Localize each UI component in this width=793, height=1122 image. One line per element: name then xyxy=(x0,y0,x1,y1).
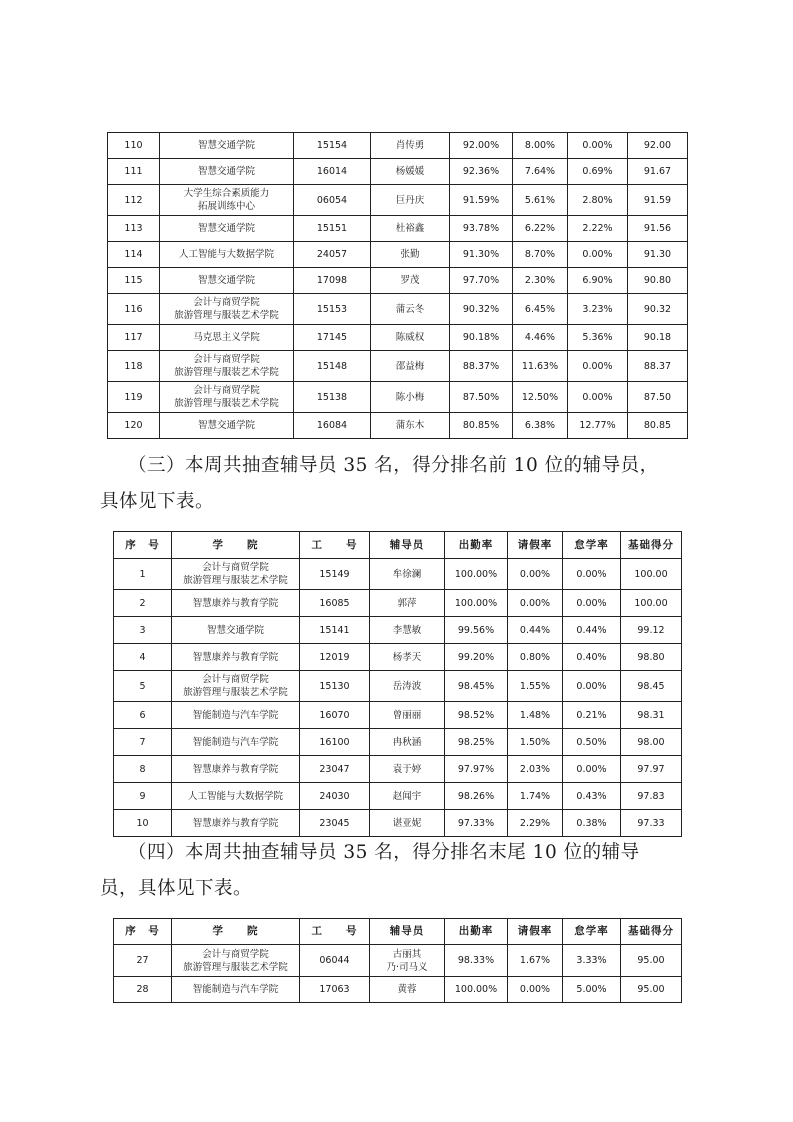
cell-score: 80.85 xyxy=(628,413,688,439)
cell-no: 8 xyxy=(114,756,172,783)
cell-absent: 0.21% xyxy=(563,702,621,729)
cell-no: 119 xyxy=(108,382,160,413)
cell-score: 99.12 xyxy=(621,617,682,644)
cell-absent: 0.00% xyxy=(563,756,621,783)
cell-attend: 93.78% xyxy=(450,216,513,242)
table-row xyxy=(114,590,682,617)
cell-college xyxy=(172,644,300,671)
ranking-table-continued xyxy=(107,132,688,439)
header-no: 序 号 xyxy=(114,919,172,945)
cell-leave: 0.80% xyxy=(508,644,563,671)
cell-leave: 1.67% xyxy=(508,945,563,977)
cell-absent: 0.40% xyxy=(563,644,621,671)
cell-name: 牟徐澜 xyxy=(370,559,445,590)
cell-id: 16084 xyxy=(294,413,371,439)
cell-attend: 87.50% xyxy=(450,382,513,413)
cell-college xyxy=(172,756,300,783)
cell-id: 23047 xyxy=(300,756,370,783)
cell-name: 袁于婷 xyxy=(370,756,445,783)
cell-college-line: 智慧交通学院 xyxy=(197,166,255,177)
cell-id: 17063 xyxy=(300,977,370,1003)
header-score: 基础得分 xyxy=(621,532,682,559)
cell-id: 24030 xyxy=(300,783,370,810)
cell-no: 3 xyxy=(114,617,172,644)
cell-attend: 99.56% xyxy=(445,617,508,644)
cell-college-line: 智慧交通学院 xyxy=(197,420,255,431)
cell-name: 杨孝天 xyxy=(370,644,445,671)
cell-id: 16085 xyxy=(300,590,370,617)
cell-college xyxy=(160,413,294,439)
cell-attend: 91.30% xyxy=(450,242,513,268)
cell-college xyxy=(160,294,294,325)
header-college: 学 院 xyxy=(172,532,300,559)
cell-score: 97.97 xyxy=(621,756,682,783)
cell-score: 90.18 xyxy=(628,325,688,351)
cell-no: 115 xyxy=(108,268,160,294)
header-name: 辅导员 xyxy=(370,919,445,945)
cell-college xyxy=(160,351,294,382)
cell-attend: 99.20% xyxy=(445,644,508,671)
cell-score: 87.50 xyxy=(628,382,688,413)
cell-absent: 6.90% xyxy=(568,268,628,294)
cell-college xyxy=(160,382,294,413)
section-four-paragraph xyxy=(100,835,700,907)
cell-score: 98.80 xyxy=(621,644,682,671)
table-row xyxy=(108,216,688,242)
cell-absent: 0.00% xyxy=(568,133,628,159)
header-absent: 怠学率 xyxy=(563,919,621,945)
cell-id: 17145 xyxy=(294,325,371,351)
cell-absent: 0.00% xyxy=(563,590,621,617)
cell-no: 28 xyxy=(114,977,172,1003)
cell-id: 16014 xyxy=(294,159,371,185)
cell-no: 4 xyxy=(114,644,172,671)
section-four-line1: （四）本周共抽查辅导员 35 名，得分排名末尾 10 位的辅导 xyxy=(128,842,640,863)
cell-college xyxy=(172,783,300,810)
cell-absent: 0.43% xyxy=(563,783,621,810)
cell-no: 118 xyxy=(108,351,160,382)
cell-id: 17098 xyxy=(294,268,371,294)
cell-score: 90.32 xyxy=(628,294,688,325)
cell-name xyxy=(370,945,445,977)
cell-name: 蒲云冬 xyxy=(371,294,450,325)
cell-absent: 3.33% xyxy=(563,945,621,977)
cell-name-line: 古丽其 xyxy=(392,948,422,960)
cell-score: 97.83 xyxy=(621,783,682,810)
header-absent: 怠学率 xyxy=(563,532,621,559)
top-ten-header-row xyxy=(114,532,682,559)
cell-leave: 6.38% xyxy=(513,413,568,439)
cell-college-line: 智慧康养与教育学院 xyxy=(192,651,279,663)
cell-leave: 12.50% xyxy=(513,382,568,413)
cell-leave: 0.00% xyxy=(508,590,563,617)
cell-leave: 0.00% xyxy=(508,977,563,1003)
cell-attend: 97.97% xyxy=(445,756,508,783)
table-row xyxy=(114,810,682,837)
cell-name: 赵闻宇 xyxy=(370,783,445,810)
cell-id: 23045 xyxy=(300,810,370,837)
cell-attend: 100.00% xyxy=(445,977,508,1003)
cell-no: 114 xyxy=(108,242,160,268)
cell-score: 91.30 xyxy=(628,242,688,268)
cell-leave: 7.64% xyxy=(513,159,568,185)
cell-absent: 0.69% xyxy=(568,159,628,185)
cell-absent: 5.00% xyxy=(563,977,621,1003)
bottom-ten-header-row xyxy=(114,919,682,945)
cell-leave: 1.48% xyxy=(508,702,563,729)
ranking-table-body xyxy=(108,133,688,439)
header-college: 学 院 xyxy=(172,919,300,945)
cell-name: 冉秋涵 xyxy=(370,729,445,756)
cell-college xyxy=(160,185,294,216)
cell-leave: 5.61% xyxy=(513,185,568,216)
cell-id: 16070 xyxy=(300,702,370,729)
cell-no: 7 xyxy=(114,729,172,756)
cell-name: 杨媛媛 xyxy=(371,159,450,185)
table-row xyxy=(108,242,688,268)
cell-id: 15138 xyxy=(294,382,371,413)
cell-id: 15141 xyxy=(300,617,370,644)
table-row xyxy=(108,159,688,185)
cell-score: 98.31 xyxy=(621,702,682,729)
cell-id: 12019 xyxy=(300,644,370,671)
cell-college xyxy=(172,559,300,590)
table-row xyxy=(108,294,688,325)
cell-no: 9 xyxy=(114,783,172,810)
cell-leave: 0.44% xyxy=(508,617,563,644)
section-three-line2: 具体见下表。 xyxy=(100,491,215,512)
cell-college xyxy=(172,702,300,729)
cell-name: 谌亚妮 xyxy=(370,810,445,837)
cell-absent: 3.23% xyxy=(568,294,628,325)
table-row xyxy=(108,382,688,413)
cell-no: 110 xyxy=(108,133,160,159)
cell-college xyxy=(160,216,294,242)
cell-college-line: 会计与商贸学院 xyxy=(202,948,269,960)
cell-score: 100.00 xyxy=(621,590,682,617)
cell-college xyxy=(172,977,300,1003)
cell-name: 陈威权 xyxy=(371,325,450,351)
cell-college xyxy=(160,325,294,351)
cell-college-line: 拓展训练中心 xyxy=(197,201,255,212)
cell-absent: 0.44% xyxy=(563,617,621,644)
cell-id: 06054 xyxy=(294,185,371,216)
table-row xyxy=(108,185,688,216)
cell-name: 巨丹庆 xyxy=(371,185,450,216)
cell-no: 6 xyxy=(114,702,172,729)
cell-college xyxy=(172,729,300,756)
cell-college xyxy=(160,159,294,185)
cell-attend: 98.26% xyxy=(445,783,508,810)
cell-leave: 8.70% xyxy=(513,242,568,268)
table-row xyxy=(114,617,682,644)
cell-college-line: 智慧康养与教育学院 xyxy=(192,763,279,775)
cell-college-line: 人工智能与大数据学院 xyxy=(187,790,283,802)
table-row xyxy=(114,644,682,671)
cell-score: 88.37 xyxy=(628,351,688,382)
cell-leave: 1.74% xyxy=(508,783,563,810)
cell-attend: 97.33% xyxy=(445,810,508,837)
table-row xyxy=(114,783,682,810)
cell-attend: 97.70% xyxy=(450,268,513,294)
header-id: 工 号 xyxy=(300,919,370,945)
header-no: 序 号 xyxy=(114,532,172,559)
cell-attend: 92.00% xyxy=(450,133,513,159)
cell-college-line: 智慧交通学院 xyxy=(197,275,255,286)
cell-name: 蒲东木 xyxy=(371,413,450,439)
cell-score: 95.00 xyxy=(621,945,682,977)
cell-id: 06044 xyxy=(300,945,370,977)
cell-college-line: 会计与商贸学院 xyxy=(193,297,260,308)
cell-attend: 98.52% xyxy=(445,702,508,729)
cell-leave: 11.63% xyxy=(513,351,568,382)
cell-absent: 2.22% xyxy=(568,216,628,242)
table-row xyxy=(108,325,688,351)
cell-attend: 100.00% xyxy=(445,590,508,617)
cell-college-line: 智慧交通学院 xyxy=(197,140,255,151)
cell-name: 李慧敏 xyxy=(370,617,445,644)
header-attend: 出勤率 xyxy=(445,532,508,559)
cell-college-line: 智慧康养与教育学院 xyxy=(192,817,279,829)
cell-college-line: 会计与商贸学院 xyxy=(202,562,269,573)
cell-attend: 98.25% xyxy=(445,729,508,756)
cell-attend: 92.36% xyxy=(450,159,513,185)
cell-college-line: 旅游管理与服装艺术学院 xyxy=(183,575,288,586)
cell-attend: 100.00% xyxy=(445,559,508,590)
cell-score: 90.80 xyxy=(628,268,688,294)
cell-name: 邵益梅 xyxy=(371,351,450,382)
cell-leave: 2.29% xyxy=(508,810,563,837)
table-row xyxy=(108,413,688,439)
cell-id: 16100 xyxy=(300,729,370,756)
header-leave: 请假率 xyxy=(508,919,563,945)
cell-score: 95.00 xyxy=(621,977,682,1003)
cell-attend: 90.18% xyxy=(450,325,513,351)
table-row xyxy=(114,559,682,590)
header-attend: 出勤率 xyxy=(445,919,508,945)
cell-attend: 80.85% xyxy=(450,413,513,439)
table-row xyxy=(114,977,682,1003)
cell-college-line: 旅游管理与服装艺术学院 xyxy=(183,687,288,698)
cell-score: 91.56 xyxy=(628,216,688,242)
cell-college xyxy=(172,671,300,702)
cell-leave: 4.46% xyxy=(513,325,568,351)
cell-attend: 91.59% xyxy=(450,185,513,216)
cell-name: 张勤 xyxy=(371,242,450,268)
bottom-ten-table-body xyxy=(114,945,682,1003)
bottom-ten-table xyxy=(113,918,682,1003)
cell-id: 15148 xyxy=(294,351,371,382)
section-four-line2: 员，具体见下表。 xyxy=(100,878,253,899)
cell-name-line: 黄蓉 xyxy=(397,984,417,995)
cell-no: 116 xyxy=(108,294,160,325)
cell-id: 15149 xyxy=(300,559,370,590)
cell-college xyxy=(160,242,294,268)
cell-absent: 2.80% xyxy=(568,185,628,216)
cell-no: 117 xyxy=(108,325,160,351)
header-id: 工 号 xyxy=(300,532,370,559)
header-score: 基础得分 xyxy=(621,919,682,945)
cell-college-line: 旅游管理与服装艺术学院 xyxy=(174,367,279,378)
cell-no: 112 xyxy=(108,185,160,216)
cell-leave: 2.03% xyxy=(508,756,563,783)
cell-absent: 0.00% xyxy=(563,559,621,590)
cell-score: 100.00 xyxy=(621,559,682,590)
table-row xyxy=(114,756,682,783)
top-ten-table-body xyxy=(114,559,682,837)
cell-attend: 98.33% xyxy=(445,945,508,977)
cell-absent: 0.50% xyxy=(563,729,621,756)
table-row xyxy=(108,268,688,294)
cell-no: 27 xyxy=(114,945,172,977)
cell-attend: 90.32% xyxy=(450,294,513,325)
cell-college-line: 人工智能与大数据学院 xyxy=(178,249,274,260)
table-row xyxy=(114,671,682,702)
table-row xyxy=(114,729,682,756)
cell-college-line: 智能制造与汽车学院 xyxy=(192,736,279,748)
cell-no: 113 xyxy=(108,216,160,242)
cell-no: 5 xyxy=(114,671,172,702)
section-three-line1: （三）本周共抽查辅导员 35 名，得分排名前 10 位的辅导员， xyxy=(128,455,659,476)
cell-name: 岳涛波 xyxy=(370,671,445,702)
cell-no: 1 xyxy=(114,559,172,590)
cell-attend: 98.45% xyxy=(445,671,508,702)
cell-absent: 12.77% xyxy=(568,413,628,439)
cell-name: 陈小梅 xyxy=(371,382,450,413)
cell-name-line: 乃·司马义 xyxy=(386,961,428,973)
cell-college xyxy=(172,617,300,644)
table-row xyxy=(114,702,682,729)
cell-name: 肖传勇 xyxy=(371,133,450,159)
table-row xyxy=(114,945,682,977)
cell-leave: 8.00% xyxy=(513,133,568,159)
cell-college xyxy=(160,133,294,159)
top-ten-table xyxy=(113,531,682,837)
cell-attend: 88.37% xyxy=(450,351,513,382)
cell-college xyxy=(172,945,300,977)
cell-no: 120 xyxy=(108,413,160,439)
cell-leave: 2.30% xyxy=(513,268,568,294)
cell-college-line: 马克思主义学院 xyxy=(193,332,260,343)
cell-score: 91.59 xyxy=(628,185,688,216)
cell-college-line: 智慧交通学院 xyxy=(206,624,264,636)
cell-college-line: 会计与商贸学院 xyxy=(193,385,260,396)
cell-no: 10 xyxy=(114,810,172,837)
table-row xyxy=(108,133,688,159)
cell-name: 罗茂 xyxy=(371,268,450,294)
cell-name: 杜裕鑫 xyxy=(371,216,450,242)
cell-id: 15153 xyxy=(294,294,371,325)
cell-college xyxy=(172,590,300,617)
cell-score: 92.00 xyxy=(628,133,688,159)
cell-absent: 5.36% xyxy=(568,325,628,351)
cell-score: 97.33 xyxy=(621,810,682,837)
cell-score: 98.45 xyxy=(621,671,682,702)
cell-leave: 1.55% xyxy=(508,671,563,702)
cell-college-line: 智慧康养与教育学院 xyxy=(192,597,279,609)
cell-absent: 0.00% xyxy=(563,671,621,702)
cell-college-line: 会计与商贸学院 xyxy=(193,354,260,365)
cell-id: 15151 xyxy=(294,216,371,242)
cell-score: 98.00 xyxy=(621,729,682,756)
cell-leave: 6.45% xyxy=(513,294,568,325)
cell-leave: 1.50% xyxy=(508,729,563,756)
cell-id: 24057 xyxy=(294,242,371,268)
cell-college-line: 会计与商贸学院 xyxy=(202,674,269,685)
cell-name: 郭萍 xyxy=(370,590,445,617)
cell-no: 2 xyxy=(114,590,172,617)
cell-college-line: 智能制造与汽车学院 xyxy=(192,709,279,721)
cell-absent: 0.00% xyxy=(568,382,628,413)
cell-absent: 0.00% xyxy=(568,242,628,268)
cell-id: 15154 xyxy=(294,133,371,159)
cell-leave: 0.00% xyxy=(508,559,563,590)
header-leave: 请假率 xyxy=(508,532,563,559)
section-three-paragraph xyxy=(100,448,700,520)
cell-leave: 6.22% xyxy=(513,216,568,242)
cell-college-line: 旅游管理与服装艺术学院 xyxy=(174,310,279,321)
cell-absent: 0.00% xyxy=(568,351,628,382)
cell-college-line: 智慧交通学院 xyxy=(197,223,255,234)
table-row xyxy=(108,351,688,382)
cell-college xyxy=(172,810,300,837)
cell-college-line: 大学生综合素质能力 xyxy=(183,188,270,199)
cell-college-line: 旅游管理与服装艺术学院 xyxy=(183,961,288,973)
cell-college-line: 旅游管理与服装艺术学院 xyxy=(174,398,279,409)
header-name: 辅导员 xyxy=(370,532,445,559)
cell-absent: 0.38% xyxy=(563,810,621,837)
cell-college xyxy=(160,268,294,294)
cell-score: 91.67 xyxy=(628,159,688,185)
cell-name: 曾丽丽 xyxy=(370,702,445,729)
cell-no: 111 xyxy=(108,159,160,185)
cell-name xyxy=(370,977,445,1003)
cell-id: 15130 xyxy=(300,671,370,702)
cell-college-line: 智能制造与汽车学院 xyxy=(192,984,279,995)
